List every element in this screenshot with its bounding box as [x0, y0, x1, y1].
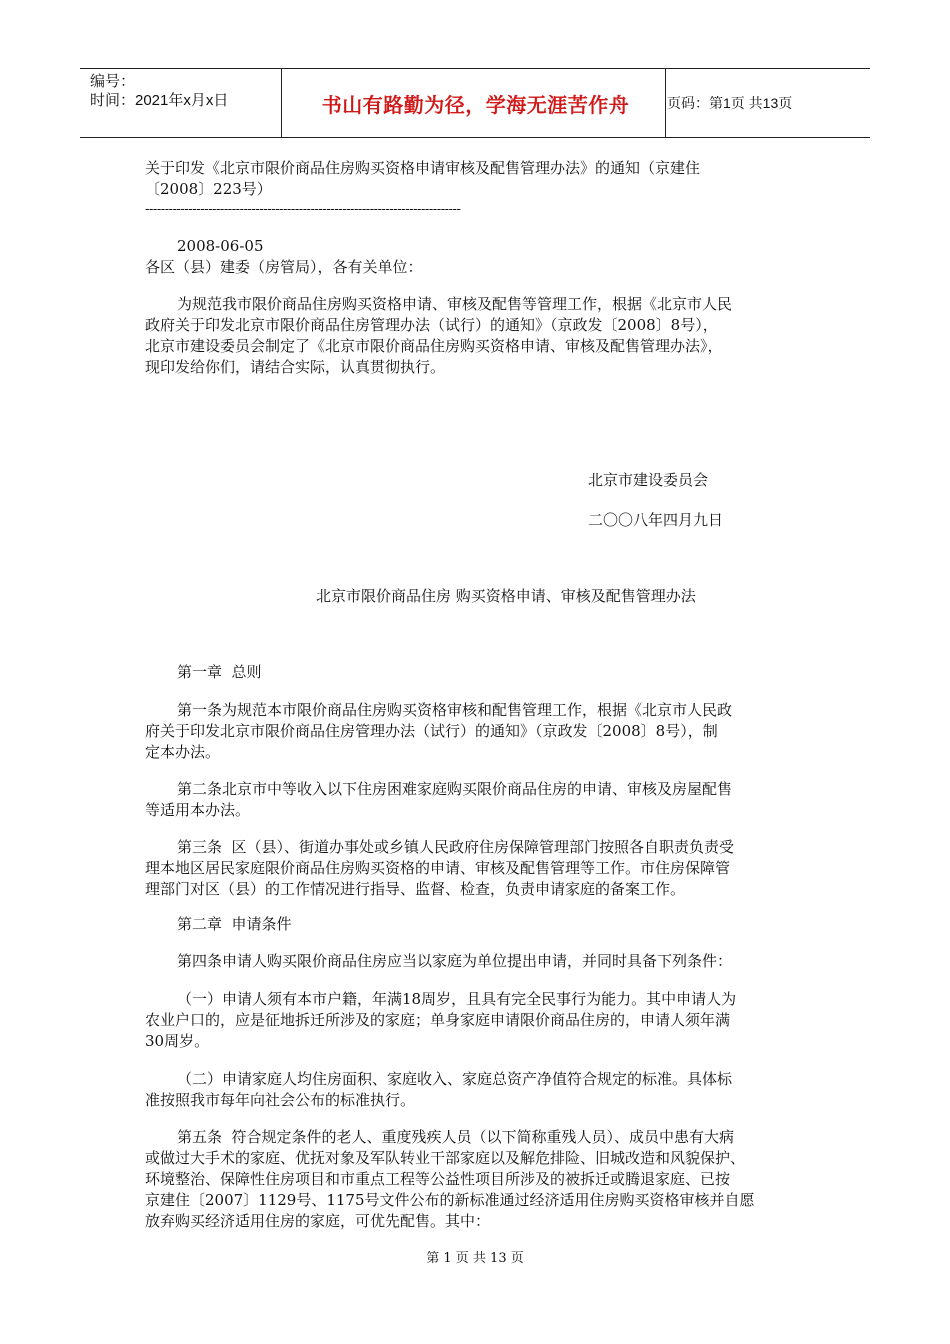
- header-page-info: 页码：第1页 共13页: [667, 95, 793, 111]
- article-line: 第五条 符合规定条件的老人、重度残疾人员（以下简称重残人员）、成员中患有大病: [177, 1128, 735, 1146]
- article-line: 等适用本办法。: [145, 801, 251, 819]
- intro-line: 北京市建设委员会制定了《北京市限价商品住房购买资格申请、审核及配售管理办法》，: [145, 337, 723, 355]
- measure-title: 北京市限价商品住房 购买资格申请、审核及配售管理办法: [316, 587, 696, 605]
- article-line: 京建住〔2007〕1129号、1175号文件公布的新标准通过经济适用住房购买资格审核并自愿: [145, 1191, 755, 1209]
- article-line: 理本地区居民家庭限价商品住房购买资格的申请、审核及配售管理等工作。市住房保障管: [145, 859, 731, 877]
- article-line: 府关于印发北京市限价商品住房管理办法（试行）的通知》（京政发〔2008〕8号），制: [145, 722, 718, 740]
- item-line: 30周岁。: [145, 1032, 210, 1050]
- item-line: （一）申请人须有本市户籍，年满18周岁，且具有完全民事行为能力。其中申请人为: [177, 990, 737, 1008]
- article-line: 第四条申请人购买限价商品住房应当以家庭为单位提出申请，并同时具备下列条件：: [177, 952, 733, 970]
- item-line: （二）申请家庭人均住房面积、家庭收入、家庭总资产净值符合规定的标准。具体标: [177, 1070, 733, 1088]
- article-line: 第二条北京市中等收入以下住房困难家庭购买限价商品住房的申请、审核及房屋配售: [177, 780, 733, 798]
- doc-title-line: 〔2008〕223号）: [145, 180, 272, 198]
- issue-date: 二〇〇八年四月九日: [588, 511, 724, 529]
- article-line: 或做过大手术的家庭、优抚对象及军队转业干部家庭以及解危排险、旧城改造和风貌保护、: [145, 1149, 746, 1167]
- issuer: 北京市建设委员会: [588, 471, 709, 489]
- number-label: 编号：: [90, 73, 136, 90]
- item-line: 准按照我市每年向社会公布的标准执行。: [145, 1091, 416, 1109]
- article-line: 定本办法。: [145, 743, 221, 761]
- time-label: 时间：2021年x月x日: [90, 92, 229, 109]
- item-line: 农业户口的，应是征地拆迁所涉及的家庭；单身家庭申请限价商品住房的，申请人须年满: [145, 1011, 731, 1029]
- article-line: 环境整治、保障性住房项目和市重点工程等公益性项目所涉及的被拆迁或腾退家庭、已按: [145, 1170, 731, 1188]
- intro-line: 为规范我市限价商品住房购买资格申请、审核及配售等管理工作，根据《北京市人民: [177, 295, 733, 313]
- document-header: [80, 68, 870, 138]
- addressee: 各区（县）建委（房管局），各有关单位：: [145, 258, 423, 276]
- header-meta: [90, 72, 228, 110]
- divider-line: --------------------------------------------------------------------------------: [145, 202, 461, 217]
- article-line: 第三条 区（县）、街道办事处或乡镇人民政府住房保障管理部门按照各自职责负责受: [177, 838, 735, 856]
- chapter-heading: 第一章 总则: [177, 663, 262, 681]
- header-motto: 书山有路勤为径，学海无涯苦作舟: [321, 92, 630, 117]
- chapter-heading: 第二章 申请条件: [177, 915, 292, 933]
- intro-line: 政府关于印发北京市限价商品住房管理办法（试行）的通知》（京政发〔2008〕8号），: [145, 316, 718, 334]
- doc-date: 2008-06-05: [177, 237, 264, 255]
- article-line: 理部门对区（县）的工作情况进行指导、监督、检查，负责申请家庭的备案工作。: [145, 880, 686, 898]
- header-divider: [281, 69, 282, 137]
- page-footer: 第 1 页 共 13 页: [426, 1251, 524, 1266]
- doc-title-line: 关于印发《北京市限价商品住房购买资格申请审核及配售管理办法》的通知（京建住: [145, 159, 701, 177]
- article-line: 第一条为规范本市限价商品住房购买资格审核和配售管理工作，根据《北京市人民政: [177, 701, 733, 719]
- intro-line: 现印发给你们，请结合实际，认真贯彻执行。: [145, 358, 446, 376]
- article-line: 放弃购买经济适用住房的家庭，可优先配售。其中：: [145, 1212, 491, 1230]
